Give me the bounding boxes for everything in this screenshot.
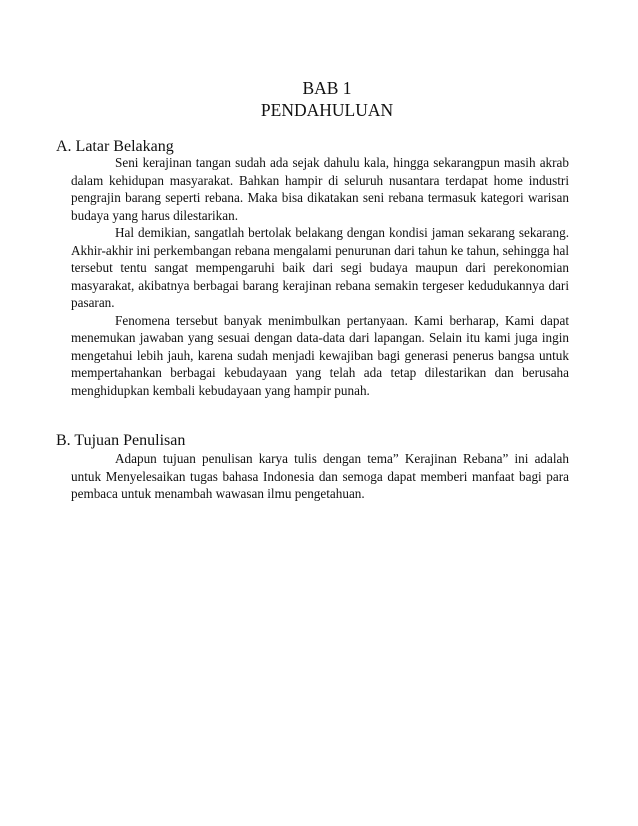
- section-body-latar-belakang: [71, 154, 569, 399]
- paragraph: Seni kerajinan tangan sudah ada sejak dahulu kala, hingga sekarangpun masih akrab dalam kehidupan masyarakat. Bahkan hampir di seluruh nusantara terdapat home industri pengrajin barang seperti rebana. Maka bisa dikatakan seni rebana termasuk kategori warisan budaya yang harus dilestarikan.: [71, 155, 569, 223]
- section-body-tujuan-penulisan: [71, 450, 569, 503]
- paragraph: Fenomena tersebut banyak menimbulkan pertanyaan. Kami berharap, Kami dapat menemukan jawaban yang sesuai dengan data-data dari lapangan. Selain itu kami juga ingin mengetahui lebih jauh, karena sudah menjadi kewajiban bagi generasi penerus bangsa untuk mempertahankan berbagai kebudayaan yang telah ada tetap dilestarikan dan berusaha menghidupkan kembali kebudayaan yang hampir punah.: [71, 312, 569, 398]
- section-heading-tujuan-penulisan: B. Tujuan Penulisan: [56, 432, 186, 449]
- chapter-title: PENDAHULUAN: [260, 100, 394, 120]
- paragraph: Hal demikian, sangatlah bertolak belakang dengan kondisi jaman sekarang sekarang. Akhir-akhir ini perkembangan rebana mengalami penurunan dari tahun ke tahun, sehingga hal tersebut tentu sangat mempengaruhi baik dari segi budaya maupun dari perekonomian masyarakat, akibatnya berbagai barang kerajinan rebana semakin tergeser kedudukannya dari pasaran.: [71, 225, 569, 310]
- section-heading-latar-belakang: A. Latar Belakang: [56, 138, 174, 155]
- chapter-number: BAB 1: [302, 78, 352, 98]
- paragraph: Adapun tujuan penulisan karya tulis dengan tema” Kerajinan Rebana” ini adalah untuk Menyelesaikan tugas bahasa Indonesia dan semoga dapat memberi manfaat bagi para pembaca untuk menambah wawasan ilmu pengetahuan.: [71, 451, 569, 501]
